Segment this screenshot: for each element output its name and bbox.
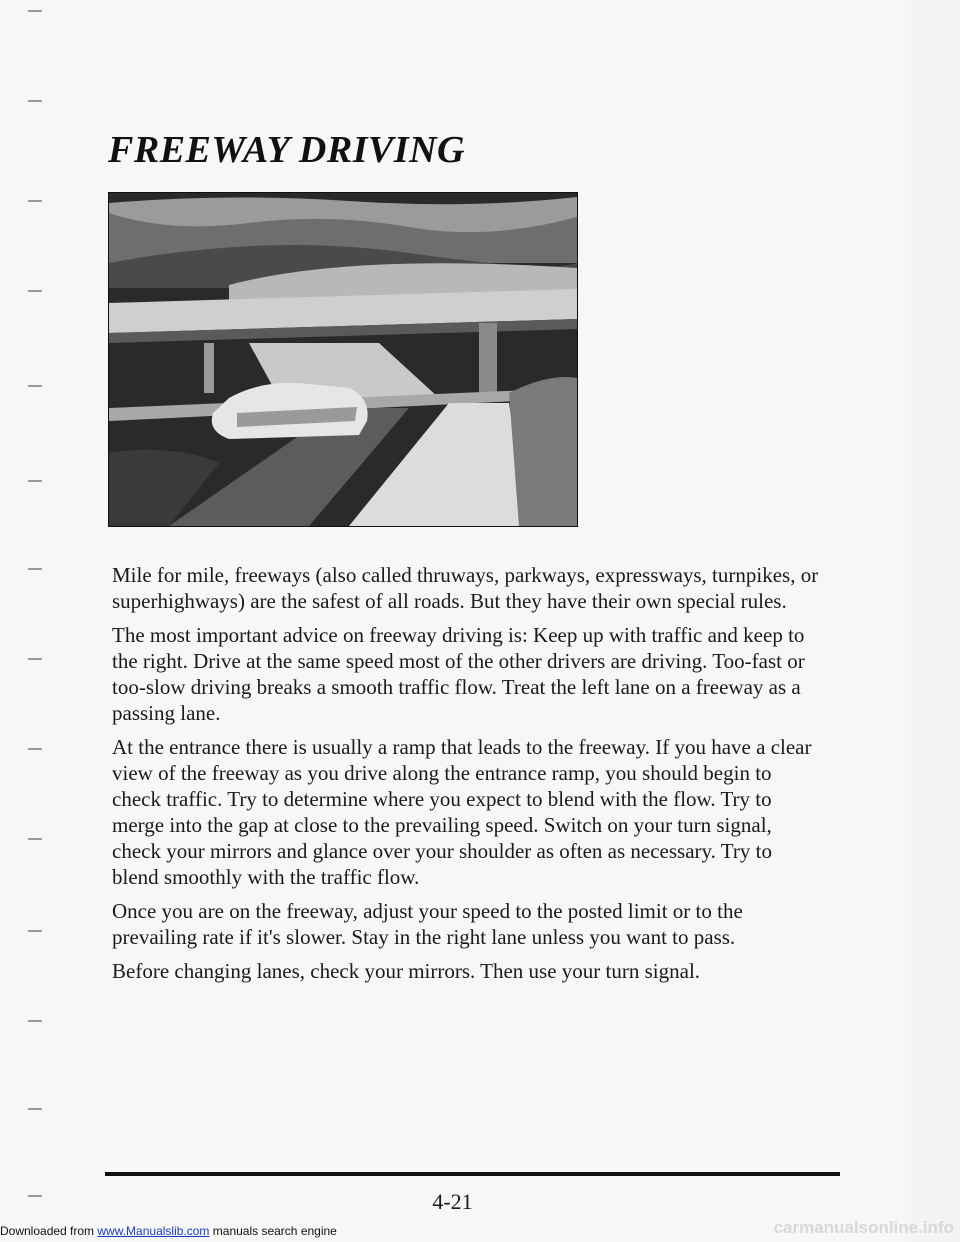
paragraph: Mile for mile, freeways (also called thruways, parkways, expressways, turnpikes, or superhighways) are the safest of all roads. But they have their own special rules. [112,563,819,613]
margin-mark [28,568,42,570]
margin-mark [28,838,42,840]
manualslib-link[interactable]: www.Manualslib.com [97,1224,210,1238]
margin-mark [28,480,42,482]
freeway-illustration [108,192,578,527]
margin-mark [28,200,42,202]
paragraph: The most important advice on freeway driving is: Keep up with traffic and keep to the right. Drive at the same speed most of the other drivers are driving. Too-fast or too-slow driving breaks a smooth traffic flow. Treat the left lane on a freeway as a passing lane. [112,623,805,725]
download-prefix: Downloaded from [0,1224,98,1238]
paragraph: At the entrance there is usually a ramp that leads to the freeway. If you have a clear view of the freeway as you drive along the entrance ramp, you should begin to check traffic. Try to determine where you expect to blend with the flow. Try to merge into the gap at close to the prevailing speed. Switch on your turn signal, check your mirrors and glance over your shoulder as often as necessary. Try to blend smoothly with the traffic flow. [112,735,812,889]
paragraph: Before changing lanes, check your mirrors. Then use your turn signal. [112,959,701,983]
margin-mark [28,658,42,660]
margin-mark [28,930,42,932]
page-number: 4-21 [432,1189,473,1214]
freeway-interchange-icon [109,193,577,526]
article-body [112,562,822,992]
page-title: FREEWAY DRIVING [108,129,465,171]
download-suffix: manuals search engine [209,1224,337,1238]
margin-mark [28,1020,42,1022]
margin-mark [28,748,42,750]
margin-mark [28,1108,42,1110]
watermark: carmanualsonline.info [773,1218,954,1237]
paragraph: Once you are on the freeway, adjust your speed to the posted limit or to the prevailing rate if it's slower. Stay in the right lane unless you want to pass. [112,899,743,949]
margin-mark [28,100,42,102]
margin-mark [28,385,42,387]
margin-mark [28,10,42,12]
download-attribution [0,1224,337,1238]
footer-rule [105,1172,840,1176]
margin-mark [28,290,42,292]
